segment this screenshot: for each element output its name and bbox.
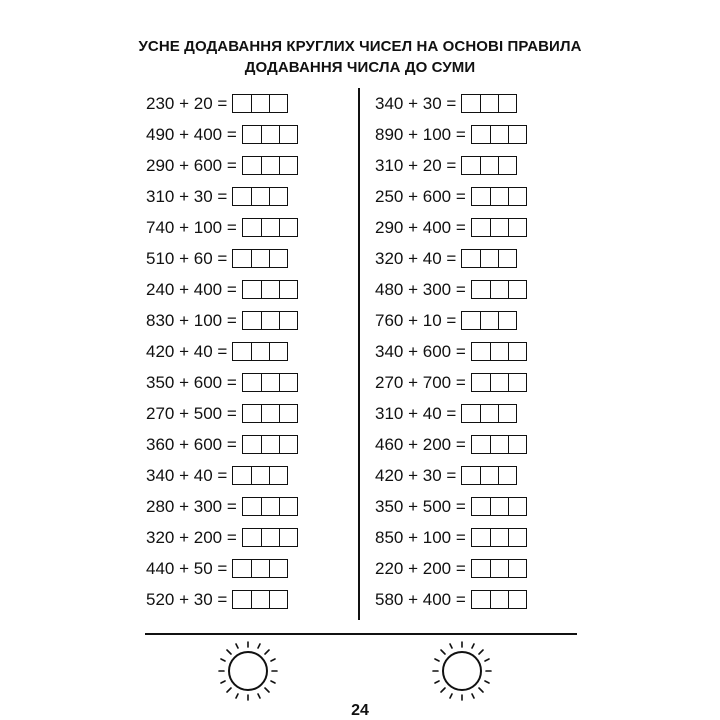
answer-digit-box[interactable]: [243, 281, 261, 298]
exercise-row: [146, 305, 298, 336]
answer-digit-box[interactable]: [279, 374, 297, 391]
answer-boxes[interactable]: [242, 156, 298, 175]
exercise-row: [375, 398, 527, 429]
exercise-expression: 350 + 500 =: [375, 496, 466, 516]
answer-digit-box[interactable]: [233, 467, 251, 484]
exercise-row: [375, 336, 527, 367]
answer-digit-box[interactable]: [508, 188, 526, 205]
exercise-row: [375, 212, 527, 243]
answer-digit-box[interactable]: [498, 95, 516, 112]
page-title-line-1: УСНЕ ДОДАВАННЯ КРУГЛИХ ЧИСЕЛ НА ОСНОВІ ПРАВИЛА: [138, 38, 582, 55]
answer-boxes[interactable]: [471, 497, 527, 516]
exercise-expression: 310 + 40 =: [375, 403, 457, 423]
answer-digit-box[interactable]: [279, 529, 297, 546]
exercise-expression: 270 + 700 =: [375, 372, 466, 392]
answer-digit-box[interactable]: [508, 281, 526, 298]
answer-digit-box[interactable]: [261, 157, 279, 174]
answer-digit-box[interactable]: [472, 529, 490, 546]
exercise-row: [375, 305, 527, 336]
exercise-expression: 580 + 400 =: [375, 589, 466, 609]
answer-digit-box[interactable]: [243, 312, 261, 329]
answer-boxes[interactable]: [242, 311, 298, 330]
answer-digit-box[interactable]: [490, 188, 508, 205]
answer-boxes[interactable]: [461, 249, 517, 268]
answer-digit-box[interactable]: [261, 281, 279, 298]
answer-digit-box[interactable]: [233, 591, 251, 608]
answer-digit-box[interactable]: [233, 95, 251, 112]
answer-digit-box[interactable]: [269, 591, 287, 608]
answer-boxes[interactable]: [232, 466, 288, 485]
answer-boxes[interactable]: [471, 218, 527, 237]
exercise-expression: 220 + 200 =: [375, 558, 466, 578]
answer-boxes[interactable]: [461, 156, 517, 175]
answer-digit-box[interactable]: [472, 281, 490, 298]
answer-digit-box[interactable]: [243, 498, 261, 515]
exercise-column-left: [146, 88, 298, 615]
answer-digit-box[interactable]: [508, 343, 526, 360]
answer-digit-box[interactable]: [261, 219, 279, 236]
exercise-expression: 480 + 300 =: [375, 279, 466, 299]
answer-boxes[interactable]: [471, 528, 527, 547]
answer-digit-box[interactable]: [508, 591, 526, 608]
exercise-expression: 510 + 60 =: [146, 248, 228, 268]
answer-digit-box[interactable]: [490, 560, 508, 577]
answer-boxes[interactable]: [242, 218, 298, 237]
answer-boxes[interactable]: [461, 311, 517, 330]
exercise-row: [375, 429, 527, 460]
exercise-row: [146, 212, 298, 243]
answer-digit-box[interactable]: [472, 126, 490, 143]
answer-digit-box[interactable]: [269, 95, 287, 112]
answer-digit-box[interactable]: [261, 126, 279, 143]
exercise-expression: 340 + 40 =: [146, 465, 228, 485]
answer-digit-box[interactable]: [251, 560, 269, 577]
answer-digit-box[interactable]: [490, 343, 508, 360]
exercise-row: [375, 181, 527, 212]
exercise-row: [375, 150, 527, 181]
exercise-expression: 290 + 400 =: [375, 217, 466, 237]
answer-digit-box[interactable]: [279, 312, 297, 329]
answer-digit-box[interactable]: [462, 405, 480, 422]
answer-digit-box[interactable]: [490, 591, 508, 608]
exercise-row: [146, 553, 298, 584]
exercise-expression: 520 + 30 =: [146, 589, 228, 609]
exercise-row: [375, 491, 527, 522]
answer-digit-box[interactable]: [269, 467, 287, 484]
exercise-row: [375, 119, 527, 150]
answer-boxes[interactable]: [242, 404, 298, 423]
sun-icon: [210, 633, 286, 709]
answer-digit-box[interactable]: [251, 467, 269, 484]
column-divider: [358, 88, 360, 620]
answer-digit-box[interactable]: [279, 405, 297, 422]
answer-digit-box[interactable]: [279, 157, 297, 174]
answer-digit-box[interactable]: [462, 157, 480, 174]
answer-digit-box[interactable]: [243, 219, 261, 236]
answer-boxes[interactable]: [471, 187, 527, 206]
exercise-expression: 420 + 30 =: [375, 465, 457, 485]
exercise-row: [375, 522, 527, 553]
answer-digit-box[interactable]: [480, 95, 498, 112]
exercise-row: [375, 243, 527, 274]
exercise-expression: 240 + 400 =: [146, 279, 237, 299]
answer-digit-box[interactable]: [472, 498, 490, 515]
exercise-expression: 230 + 20 =: [146, 93, 228, 113]
answer-digit-box[interactable]: [251, 95, 269, 112]
answer-digit-box[interactable]: [498, 405, 516, 422]
answer-digit-box[interactable]: [462, 312, 480, 329]
answer-boxes[interactable]: [242, 373, 298, 392]
answer-digit-box[interactable]: [480, 405, 498, 422]
answer-boxes[interactable]: [242, 435, 298, 454]
exercise-row: [146, 150, 298, 181]
answer-boxes[interactable]: [232, 94, 288, 113]
answer-digit-box[interactable]: [490, 436, 508, 453]
answer-digit-box[interactable]: [490, 281, 508, 298]
answer-boxes[interactable]: [471, 280, 527, 299]
exercise-expression: 830 + 100 =: [146, 310, 237, 330]
sun-icon: [424, 633, 500, 709]
answer-digit-box[interactable]: [269, 343, 287, 360]
answer-boxes[interactable]: [242, 528, 298, 547]
exercise-expression: 270 + 500 =: [146, 403, 237, 423]
answer-digit-box[interactable]: [261, 529, 279, 546]
answer-boxes[interactable]: [461, 466, 517, 485]
answer-digit-box[interactable]: [251, 188, 269, 205]
answer-digit-box[interactable]: [462, 467, 480, 484]
exercise-row: [375, 553, 527, 584]
answer-digit-box[interactable]: [498, 312, 516, 329]
answer-digit-box[interactable]: [269, 188, 287, 205]
answer-digit-box[interactable]: [490, 219, 508, 236]
answer-digit-box[interactable]: [243, 157, 261, 174]
answer-boxes[interactable]: [232, 590, 288, 609]
page-number: 24: [351, 702, 369, 719]
exercise-row: [146, 274, 298, 305]
answer-digit-box[interactable]: [472, 591, 490, 608]
exercise-row: [146, 243, 298, 274]
exercise-row: [146, 119, 298, 150]
answer-boxes[interactable]: [471, 373, 527, 392]
answer-boxes[interactable]: [471, 559, 527, 578]
exercise-expression: 490 + 400 =: [146, 124, 237, 144]
answer-digit-box[interactable]: [490, 374, 508, 391]
answer-digit-box[interactable]: [490, 498, 508, 515]
answer-digit-box[interactable]: [279, 436, 297, 453]
exercise-row: [146, 522, 298, 553]
answer-digit-box[interactable]: [251, 250, 269, 267]
exercise-expression: 740 + 100 =: [146, 217, 237, 237]
answer-boxes[interactable]: [232, 559, 288, 578]
answer-boxes[interactable]: [242, 497, 298, 516]
answer-digit-box[interactable]: [243, 126, 261, 143]
exercise-expression: 340 + 600 =: [375, 341, 466, 361]
answer-digit-box[interactable]: [498, 157, 516, 174]
answer-digit-box[interactable]: [480, 467, 498, 484]
answer-digit-box[interactable]: [233, 188, 251, 205]
answer-digit-box[interactable]: [480, 157, 498, 174]
answer-digit-box[interactable]: [233, 560, 251, 577]
exercise-row: [375, 460, 527, 491]
answer-digit-box[interactable]: [243, 374, 261, 391]
answer-boxes[interactable]: [471, 590, 527, 609]
answer-boxes[interactable]: [471, 435, 527, 454]
answer-digit-box[interactable]: [279, 498, 297, 515]
exercise-row: [375, 367, 527, 398]
answer-digit-box[interactable]: [233, 250, 251, 267]
answer-digit-box[interactable]: [508, 498, 526, 515]
exercise-expression: 340 + 30 =: [375, 93, 457, 113]
exercise-expression: 440 + 50 =: [146, 558, 228, 578]
answer-digit-box[interactable]: [480, 250, 498, 267]
answer-digit-box[interactable]: [269, 560, 287, 577]
answer-boxes[interactable]: [232, 187, 288, 206]
answer-digit-box[interactable]: [472, 374, 490, 391]
exercise-row: [375, 88, 527, 119]
answer-digit-box[interactable]: [508, 219, 526, 236]
answer-digit-box[interactable]: [243, 529, 261, 546]
exercise-expression: 360 + 600 =: [146, 434, 237, 454]
exercise-expression: 250 + 600 =: [375, 186, 466, 206]
answer-digit-box[interactable]: [508, 374, 526, 391]
answer-digit-box[interactable]: [251, 343, 269, 360]
answer-digit-box[interactable]: [279, 126, 297, 143]
exercise-expression: 760 + 10 =: [375, 310, 457, 330]
answer-digit-box[interactable]: [462, 95, 480, 112]
answer-digit-box[interactable]: [462, 250, 480, 267]
exercise-expression: 290 + 600 =: [146, 155, 237, 175]
answer-digit-box[interactable]: [480, 312, 498, 329]
answer-digit-box[interactable]: [508, 436, 526, 453]
answer-digit-box[interactable]: [472, 436, 490, 453]
exercise-expression: 320 + 200 =: [146, 527, 237, 547]
exercise-row: [146, 460, 298, 491]
answer-boxes[interactable]: [461, 94, 517, 113]
answer-digit-box[interactable]: [261, 312, 279, 329]
exercise-column-right: [375, 88, 527, 615]
answer-digit-box[interactable]: [251, 591, 269, 608]
answer-boxes[interactable]: [471, 342, 527, 361]
answer-digit-box[interactable]: [233, 343, 251, 360]
answer-digit-box[interactable]: [508, 126, 526, 143]
answer-digit-box[interactable]: [243, 436, 261, 453]
exercise-row: [146, 491, 298, 522]
exercise-row: [146, 88, 298, 119]
exercise-row: [146, 336, 298, 367]
page-title-line-2: ДОДАВАННЯ ЧИСЛА ДО СУМИ: [244, 59, 476, 76]
answer-digit-box[interactable]: [261, 405, 279, 422]
answer-digit-box[interactable]: [508, 560, 526, 577]
exercise-expression: 890 + 100 =: [375, 124, 466, 144]
exercise-expression: 320 + 40 =: [375, 248, 457, 268]
exercise-expression: 850 + 100 =: [375, 527, 466, 547]
answer-digit-box[interactable]: [472, 219, 490, 236]
answer-digit-box[interactable]: [472, 560, 490, 577]
exercise-expression: 310 + 30 =: [146, 186, 228, 206]
answer-boxes[interactable]: [232, 342, 288, 361]
answer-digit-box[interactable]: [261, 374, 279, 391]
answer-boxes[interactable]: [232, 249, 288, 268]
exercise-row: [146, 398, 298, 429]
exercise-expression: 350 + 600 =: [146, 372, 237, 392]
answer-digit-box[interactable]: [490, 529, 508, 546]
answer-digit-box[interactable]: [261, 436, 279, 453]
exercise-expression: 460 + 200 =: [375, 434, 466, 454]
exercise-row: [146, 181, 298, 212]
answer-boxes[interactable]: [242, 280, 298, 299]
answer-digit-box[interactable]: [472, 343, 490, 360]
exercise-row: [146, 429, 298, 460]
exercise-row: [375, 274, 527, 305]
exercise-row: [146, 584, 298, 615]
answer-digit-box[interactable]: [261, 498, 279, 515]
answer-digit-box[interactable]: [243, 405, 261, 422]
exercise-expression: 280 + 300 =: [146, 496, 237, 516]
answer-digit-box[interactable]: [472, 188, 490, 205]
exercise-row: [375, 584, 527, 615]
answer-digit-box[interactable]: [490, 126, 508, 143]
exercise-row: [146, 367, 298, 398]
answer-digit-box[interactable]: [498, 250, 516, 267]
answer-boxes[interactable]: [242, 125, 298, 144]
answer-digit-box[interactable]: [508, 529, 526, 546]
exercise-expression: 420 + 40 =: [146, 341, 228, 361]
answer-digit-box[interactable]: [279, 281, 297, 298]
answer-boxes[interactable]: [461, 404, 517, 423]
answer-boxes[interactable]: [471, 125, 527, 144]
answer-digit-box[interactable]: [279, 219, 297, 236]
exercise-expression: 310 + 20 =: [375, 155, 457, 175]
answer-digit-box[interactable]: [498, 467, 516, 484]
answer-digit-box[interactable]: [269, 250, 287, 267]
